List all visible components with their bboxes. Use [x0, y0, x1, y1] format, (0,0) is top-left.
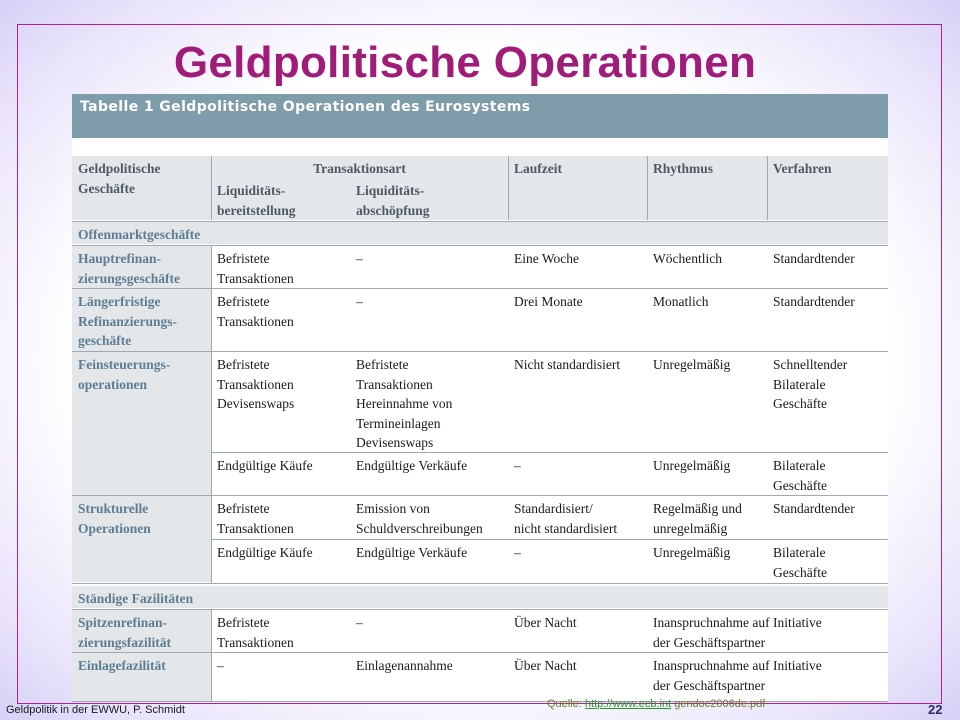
cell-laufzeit: –: [508, 540, 647, 582]
header-laufzeit: Laufzeit: [508, 156, 647, 220]
cell-absorption: Einlagenannahme: [350, 653, 508, 702]
header-verfahren: Verfahren: [767, 156, 888, 220]
divider: [72, 245, 888, 246]
cell-absorption: –: [350, 246, 508, 288]
cell-inanspruchnahme: Inanspruchnahme auf Initiative der Geschäftspartner: [647, 610, 888, 652]
cell-verfahren: Bilaterale Geschäfte: [767, 540, 888, 582]
table-caption: Tabelle 1 Geldpolitische Operationen des Eurosystems: [72, 94, 888, 138]
header-transaktionsart: Transaktionsart: [211, 156, 508, 178]
divider: [211, 156, 212, 220]
divider: [211, 452, 888, 453]
cell-rhythmus: Monatlich: [647, 289, 767, 351]
row-name-einlagefazilitaet: Einlagefazilität: [72, 653, 211, 702]
footer-author: Geldpolitik in der EWWU, P. Schmidt: [6, 704, 185, 716]
cell-provision: Endgültige Käufe: [211, 453, 350, 495]
cell-laufzeit: –: [508, 453, 647, 495]
row-name-hauptrefinanzierung: Hauptrefinan- zierungsgeschäfte: [72, 246, 211, 288]
cell-rhythmus: Unregelmäßig: [647, 352, 767, 452]
cell-absorption: Endgültige Verkäufe: [350, 453, 508, 495]
divider: [211, 246, 212, 583]
cell-absorption: –: [350, 610, 508, 652]
cell-provision: Endgültige Käufe: [211, 540, 350, 582]
header-liquiditaetsabschoepfung: Liquiditäts- abschöpfung: [350, 178, 508, 220]
cell-laufzeit: Über Nacht: [508, 610, 647, 652]
source-label: Quelle:: [547, 698, 582, 710]
cell-verfahren: Standardtender: [767, 246, 888, 288]
divider: [767, 156, 768, 220]
cell-rhythmus: Wöchentlich: [647, 246, 767, 288]
header-liquiditaetsbereitstellung: Liquiditäts- bereitstellung: [211, 178, 350, 220]
cell-verfahren: Standardtender: [767, 289, 888, 351]
cell-verfahren: Schnelltender Bilaterale Geschäfte: [767, 352, 888, 452]
cell-provision: –: [211, 653, 350, 702]
divider: [508, 156, 509, 220]
cell-laufzeit: Drei Monate: [508, 289, 647, 351]
divider: [72, 288, 888, 289]
row-name-strukturelle: Strukturelle Operationen: [72, 496, 211, 582]
divider: [72, 701, 888, 702]
divider: [72, 221, 888, 222]
cell-absorption: Befristete Transaktionen Hereinnahme von Termineinlagen Devisenswaps: [350, 352, 508, 452]
cell-laufzeit: Nicht standardisiert: [508, 352, 647, 452]
cell-rhythmus: Unregelmäßig: [647, 540, 767, 582]
divider: [72, 351, 888, 352]
row-name-laengerfristige: Längerfristige Refinanzierungs- geschäfte: [72, 289, 211, 351]
source-link[interactable]: http://www.ecb.int: [584, 698, 672, 710]
header-geschaefte: Geldpolitische Geschäfte: [72, 156, 211, 220]
divider: [72, 495, 888, 496]
divider: [211, 610, 212, 702]
cell-provision: Befristete Transaktionen: [211, 289, 350, 351]
page-number: 22: [928, 702, 943, 717]
cell-absorption: Emission von Schuldverschreibungen: [350, 496, 508, 539]
cell-inanspruchnahme: Inanspruchnahme auf Initiative der Geschäftspartner: [647, 653, 888, 702]
cell-laufzeit: Eine Woche: [508, 246, 647, 288]
divider: [72, 583, 888, 584]
section-staendige-fazilitaeten: Ständige Fazilitäten: [72, 586, 888, 608]
cell-verfahren: Standardtender: [767, 496, 888, 539]
header-rhythmus: Rhythmus: [647, 156, 767, 220]
cell-laufzeit: Standardisiert/ nicht standardisiert: [508, 496, 647, 539]
cell-provision: Befristete Transaktionen: [211, 610, 350, 652]
divider: [72, 609, 888, 610]
source-file: gendoc2006de.pdf: [674, 698, 766, 710]
cell-verfahren: Bilaterale Geschäfte: [767, 453, 888, 495]
cell-provision: Befristete Transaktionen: [211, 496, 350, 539]
row-name-feinsteuerung: Feinsteuerungs- operationen: [72, 352, 211, 495]
cell-provision: Befristete Transaktionen: [211, 246, 350, 288]
slide-title: Geldpolitische Operationen: [173, 38, 757, 87]
divider: [72, 652, 888, 653]
cell-absorption: Endgültige Verkäufe: [350, 540, 508, 582]
section-offenmarktgeschaefte: Offenmarktgeschäfte: [72, 222, 888, 244]
divider: [211, 539, 888, 540]
cell-laufzeit: Über Nacht: [508, 653, 647, 702]
row-name-spitzenrefinanzierung: Spitzenrefinan- zierungsfazilität: [72, 610, 211, 652]
cell-rhythmus: Regelmäßig und unregelmäßig: [647, 496, 767, 539]
footer-source: [547, 698, 765, 710]
cell-rhythmus: Unregelmäßig: [647, 453, 767, 495]
operations-table: [72, 94, 888, 702]
divider: [647, 156, 648, 220]
cell-provision: Befristete Transaktionen Devisenswaps: [211, 352, 350, 452]
cell-absorption: –: [350, 289, 508, 351]
